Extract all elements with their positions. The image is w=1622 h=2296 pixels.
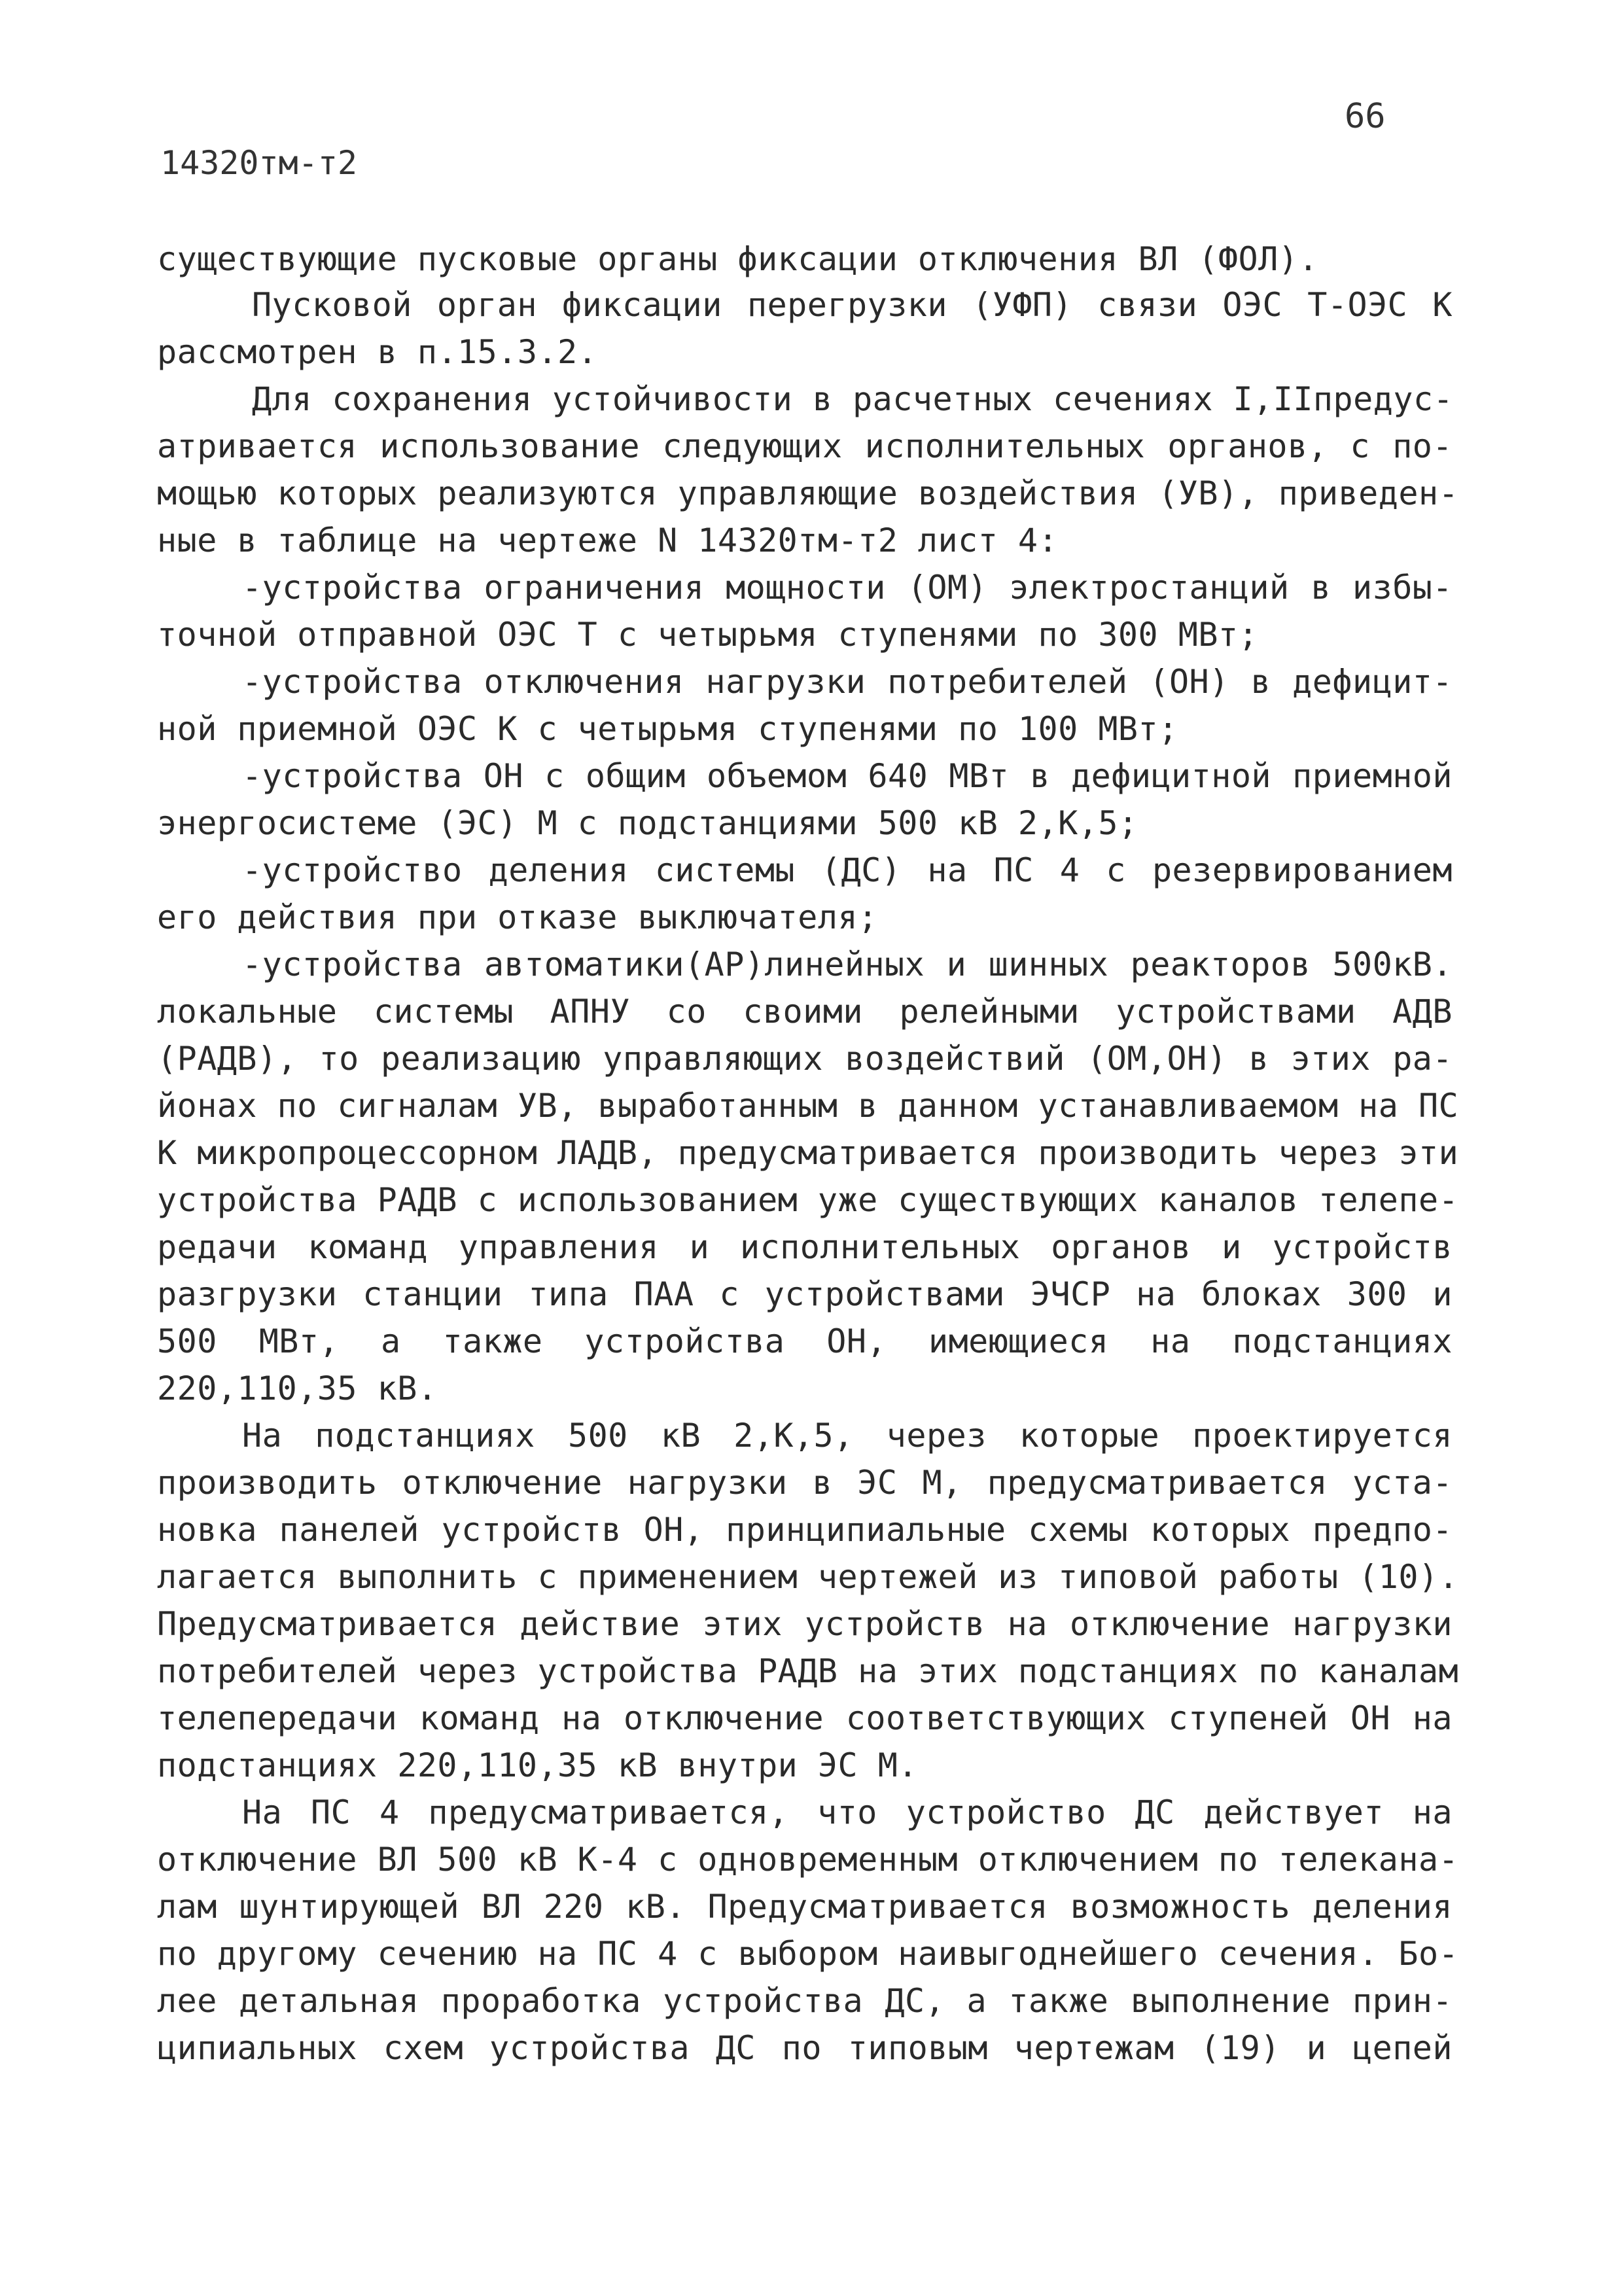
text-line: новка панелей устройств ОН, принципиальные схемы которых предпо- bbox=[157, 1511, 1453, 1549]
text-line: -устройство деления системы (ДС) на ПС 4 с резервированием bbox=[242, 851, 1453, 889]
text-line: производить отключение нагрузки в ЭС М, предусматривается уста- bbox=[157, 1464, 1453, 1502]
text-line: лее детальная проработка устройства ДС, а также выполнение прин- bbox=[157, 1982, 1453, 2020]
text-line: Для сохранения устойчивости в расчетных сечениях I,IIпредус- bbox=[252, 380, 1454, 418]
text-line: редачи команд управления и исполнительных органов и устройств bbox=[157, 1228, 1453, 1266]
text-line: ные в таблице на чертеже N 14320тм-т2 лист 4: bbox=[157, 521, 1059, 559]
text-line: На подстанциях 500 кВ 2,К,5, через которые проектируется bbox=[242, 1417, 1453, 1455]
text-line: ципиальных схем устройства ДС по типовым чертежам (19) и цепей bbox=[157, 2029, 1453, 2067]
text-line: -устройства ограничения мощности (ОМ) электростанций в избы- bbox=[242, 569, 1453, 607]
text-line: локальные системы АПНУ со своими релейными устройствами АДВ bbox=[157, 993, 1453, 1031]
text-line: рассмотрен в п.15.3.2. bbox=[157, 333, 598, 371]
text-line: атривается использование следующих исполнительных органов, с по- bbox=[157, 427, 1453, 465]
text-line: телепередачи команд на отключение соответствующих ступеней ОН на bbox=[157, 1699, 1453, 1737]
text-line: разгрузки станции типа ПАА с устройствами ЭЧСР на блоках 300 и bbox=[157, 1275, 1453, 1313]
text-line: по другому сечению на ПС 4 с выбором наивыгоднейшего сечения. Бо- bbox=[157, 1935, 1459, 1973]
text-line: существующие пусковые органы фиксации отключения ВЛ (ФОЛ). bbox=[157, 240, 1318, 278]
text-line: потребителей через устройства РАДВ на этих подстанциях по каналам bbox=[157, 1652, 1459, 1690]
text-line: 220,110,35 кВ. bbox=[157, 1369, 438, 1407]
text-line: устройства РАДВ с использованием уже существующих каналов телепе- bbox=[157, 1181, 1459, 1219]
text-line: точной отправной ОЭС Т с четырьмя ступенями по 300 МВт; bbox=[157, 616, 1259, 654]
text-line: Предусматривается действие этих устройств на отключение нагрузки bbox=[157, 1605, 1453, 1643]
text-line: (РАДВ), то реализацию управляющих воздействий (ОМ,ОН) в этих ра- bbox=[157, 1040, 1453, 1078]
text-line: энергосистеме (ЭС) М с подстанциями 500 кВ 2,К,5; bbox=[157, 804, 1138, 842]
text-line: На ПС 4 предусматривается, что устройство ДС действует на bbox=[242, 1793, 1453, 1831]
text-line: лагается выполнить с применением чертежей из типовой работы (10). bbox=[157, 1558, 1459, 1596]
text-line: -устройства автоматики(АР)линейных и шинных реакторов 500кВ. bbox=[242, 945, 1453, 983]
text-line: его действия при отказе выключателя; bbox=[157, 898, 878, 936]
text-line: ной приемной ОЭС К с четырьмя ступенями по 100 МВт; bbox=[157, 710, 1178, 748]
text-line: 500 МВт, а также устройства ОН, имеющиеся на подстанциях bbox=[157, 1322, 1453, 1360]
text-line: отключение ВЛ 500 кВ К-4 с одновременным отключением по телекана- bbox=[157, 1841, 1459, 1879]
text-line: мощью которых реализуются управляющие воздействия (УВ), приведен- bbox=[157, 474, 1459, 512]
text-line: -устройства ОН с общим объемом 640 МВт в дефицитной приемной bbox=[242, 757, 1453, 795]
document-code: 14320тм-т2 bbox=[160, 144, 358, 182]
text-line: Пусковой орган фиксации перегрузки (УФП) связи ОЭС Т-ОЭС К bbox=[252, 286, 1453, 324]
text-line: К микропроцессорном ЛАДВ, предусматривается производить через эти bbox=[157, 1134, 1459, 1172]
text-line: лам шунтирующей ВЛ 220 кВ. Предусматривается возможность деления bbox=[157, 1888, 1453, 1926]
text-line: -устройства отключения нагрузки потребителей (ОН) в дефицит- bbox=[242, 663, 1453, 701]
text-line: подстанциях 220,110,35 кВ внутри ЭС М. bbox=[157, 1746, 918, 1784]
text-line: йонах по сигналам УВ, выработанным в данном устанавливаемом на ПС bbox=[157, 1087, 1459, 1125]
page-number: 66 bbox=[1345, 97, 1386, 136]
